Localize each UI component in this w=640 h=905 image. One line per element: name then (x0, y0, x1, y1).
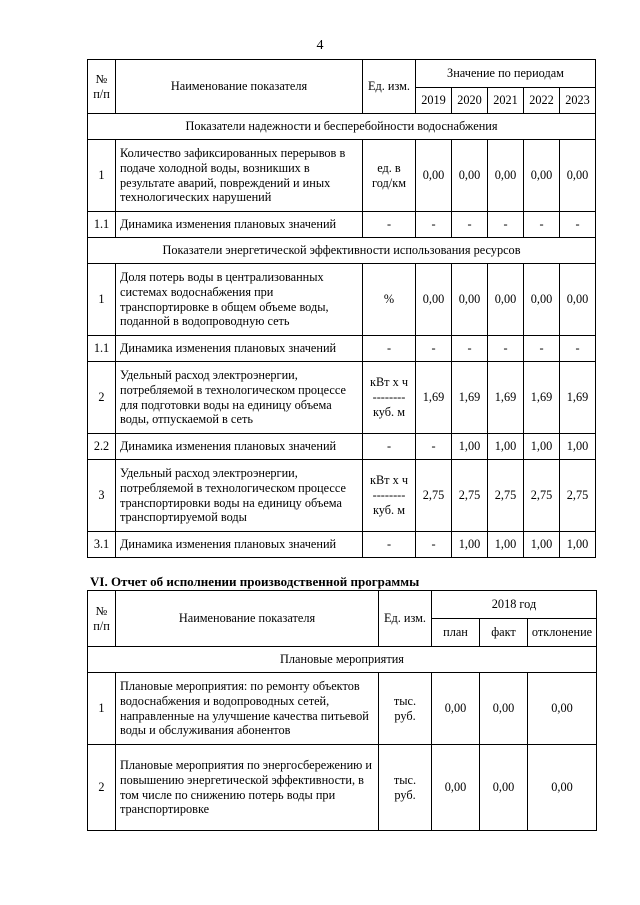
section-energy-efficiency: Показатели энергетической эффективности использования ресурсов (88, 238, 596, 264)
row-value: 1,00 (452, 532, 488, 558)
section-reliability: Показатели надежности и бесперебойности водоснабжения (88, 114, 596, 140)
unit-fraction-line: -------- (372, 390, 406, 405)
row-value: 0,00 (452, 264, 488, 336)
year-header: 2019 (416, 88, 452, 114)
header-row (88, 60, 596, 88)
row-unit: тыс. руб. (379, 673, 432, 745)
row-unit: % (363, 264, 416, 336)
row-name: Динамика изменения плановых значений (116, 336, 363, 362)
col-header-name: Наименование показателя (116, 591, 379, 647)
row-name: Динамика изменения плановых значений (116, 434, 363, 460)
row-value: 0,00 (416, 264, 452, 336)
row-value: - (488, 212, 524, 238)
row-deviation: 0,00 (528, 745, 597, 831)
row-value: 1,00 (560, 532, 596, 558)
col-header-periods: Значение по периодам (416, 60, 596, 88)
row-value: - (524, 336, 560, 362)
row-unit-fraction (363, 460, 416, 532)
table-row (88, 745, 597, 831)
row-value: 0,00 (524, 140, 560, 212)
year-header: 2023 (560, 88, 596, 114)
row-name: Количество зафиксированных перерывов в подаче холодной воды, возникших в результате аварий, повреждений и иных технологических нарушений (116, 140, 363, 212)
unit-numerator: кВт х ч (369, 375, 409, 390)
row-value: 2,75 (524, 460, 560, 532)
row-value: 2,75 (416, 460, 452, 532)
row-value: 1,00 (488, 434, 524, 460)
row-num: 1 (88, 673, 116, 745)
year-header: 2020 (452, 88, 488, 114)
row-value: 2,75 (488, 460, 524, 532)
row-num: 1 (88, 264, 116, 336)
row-fact: 0,00 (480, 673, 528, 745)
row-num: 2 (88, 745, 116, 831)
page-number: 4 (316, 38, 324, 53)
table-row (88, 212, 596, 238)
unit-numerator: кВт х ч (369, 473, 409, 488)
row-value: - (416, 212, 452, 238)
row-value: 0,00 (488, 140, 524, 212)
col-header-unit: Ед. изм. (363, 60, 416, 114)
row-num: 1.1 (88, 336, 116, 362)
row-value: 1,00 (560, 434, 596, 460)
row-value: 1,00 (524, 434, 560, 460)
row-unit: - (363, 336, 416, 362)
year-header: 2021 (488, 88, 524, 114)
row-value: 0,00 (416, 140, 452, 212)
table-row (88, 140, 596, 212)
row-value: 2,75 (560, 460, 596, 532)
row-value: 1,00 (452, 434, 488, 460)
table-row (88, 532, 596, 558)
row-value: - (416, 336, 452, 362)
table-row (88, 362, 596, 434)
row-deviation: 0,00 (528, 673, 597, 745)
row-name: Удельный расход электроэнергии, потребляемой в технологическом процессе для подготовки воды на единицу объема воды, отпускаемой в сеть (116, 362, 363, 434)
col-header-num: № п/п (88, 591, 116, 647)
col-header-year: 2018 год (432, 591, 597, 619)
header-row (88, 591, 597, 619)
row-value: - (416, 532, 452, 558)
row-unit-fraction (363, 362, 416, 434)
table-row (88, 336, 596, 362)
row-num: 3 (88, 460, 116, 532)
row-plan: 0,00 (432, 673, 480, 745)
col-header-unit: Ед. изм. (379, 591, 432, 647)
row-value: - (560, 212, 596, 238)
row-value: - (560, 336, 596, 362)
row-num: 1 (88, 140, 116, 212)
unit-denominator: куб. м (373, 502, 405, 517)
year-header: 2022 (524, 88, 560, 114)
row-value: 1,00 (488, 532, 524, 558)
table-row (88, 673, 597, 745)
table-row (88, 264, 596, 336)
section-row (88, 647, 597, 673)
row-unit: - (363, 532, 416, 558)
row-value: - (416, 434, 452, 460)
table-row (88, 434, 596, 460)
unit-fraction-line: -------- (372, 488, 406, 503)
section-row (88, 238, 596, 264)
row-value: - (524, 212, 560, 238)
row-unit: тыс. руб. (379, 745, 432, 831)
row-value: 1,00 (524, 532, 560, 558)
row-value: - (488, 336, 524, 362)
row-value: 1,69 (524, 362, 560, 434)
row-num: 2 (88, 362, 116, 434)
row-value: 0,00 (452, 140, 488, 212)
row-unit: - (363, 434, 416, 460)
unit-denominator: куб. м (373, 404, 405, 419)
col-header-plan: план (432, 619, 480, 647)
col-header-num: № п/п (88, 60, 116, 114)
row-plan: 0,00 (432, 745, 480, 831)
section-title: VI. Отчет об исполнении производственной программы (90, 574, 420, 589)
program-report-table (87, 590, 597, 831)
row-num: 2.2 (88, 434, 116, 460)
row-name: Удельный расход электроэнергии, потребляемой в технологическом процессе транспортировки воды на единицу объема транспортируемой воды (116, 460, 363, 532)
row-value: 2,75 (452, 460, 488, 532)
section-row (88, 114, 596, 140)
row-value: 1,69 (488, 362, 524, 434)
row-value: - (452, 336, 488, 362)
row-value: 0,00 (560, 140, 596, 212)
col-header-fact: факт (480, 619, 528, 647)
row-num: 3.1 (88, 532, 116, 558)
table-row (88, 460, 596, 532)
row-num: 1.1 (88, 212, 116, 238)
row-name: Динамика изменения плановых значений (116, 212, 363, 238)
target-indicators-table (87, 59, 596, 558)
row-name: Динамика изменения плановых значений (116, 532, 363, 558)
row-name: Плановые мероприятия по энергосбережению и повышению энергетической эффективности, в том числе по снижению потерь воды при транспортировке (116, 745, 379, 831)
row-value: 0,00 (488, 264, 524, 336)
row-name: Доля потерь воды в централизованных системах водоснабжения при транспортировке в общем объеме воды, поданной в водопроводную сеть (116, 264, 363, 336)
section-planned-measures: Плановые мероприятия (88, 647, 597, 673)
row-unit: ед. в год/км (363, 140, 416, 212)
row-value: 0,00 (560, 264, 596, 336)
row-name: Плановые мероприятия: по ремонту объектов водоснабжения и водопроводных сетей, направленные на улучшение качества питьевой воды и обслуживания абонентов (116, 673, 379, 745)
row-fact: 0,00 (480, 745, 528, 831)
col-header-deviation: отклонение (528, 619, 597, 647)
row-value: - (452, 212, 488, 238)
row-value: 0,00 (524, 264, 560, 336)
row-value: 1,69 (416, 362, 452, 434)
row-value: 1,69 (560, 362, 596, 434)
row-unit: - (363, 212, 416, 238)
row-value: 1,69 (452, 362, 488, 434)
col-header-name: Наименование показателя (116, 60, 363, 114)
